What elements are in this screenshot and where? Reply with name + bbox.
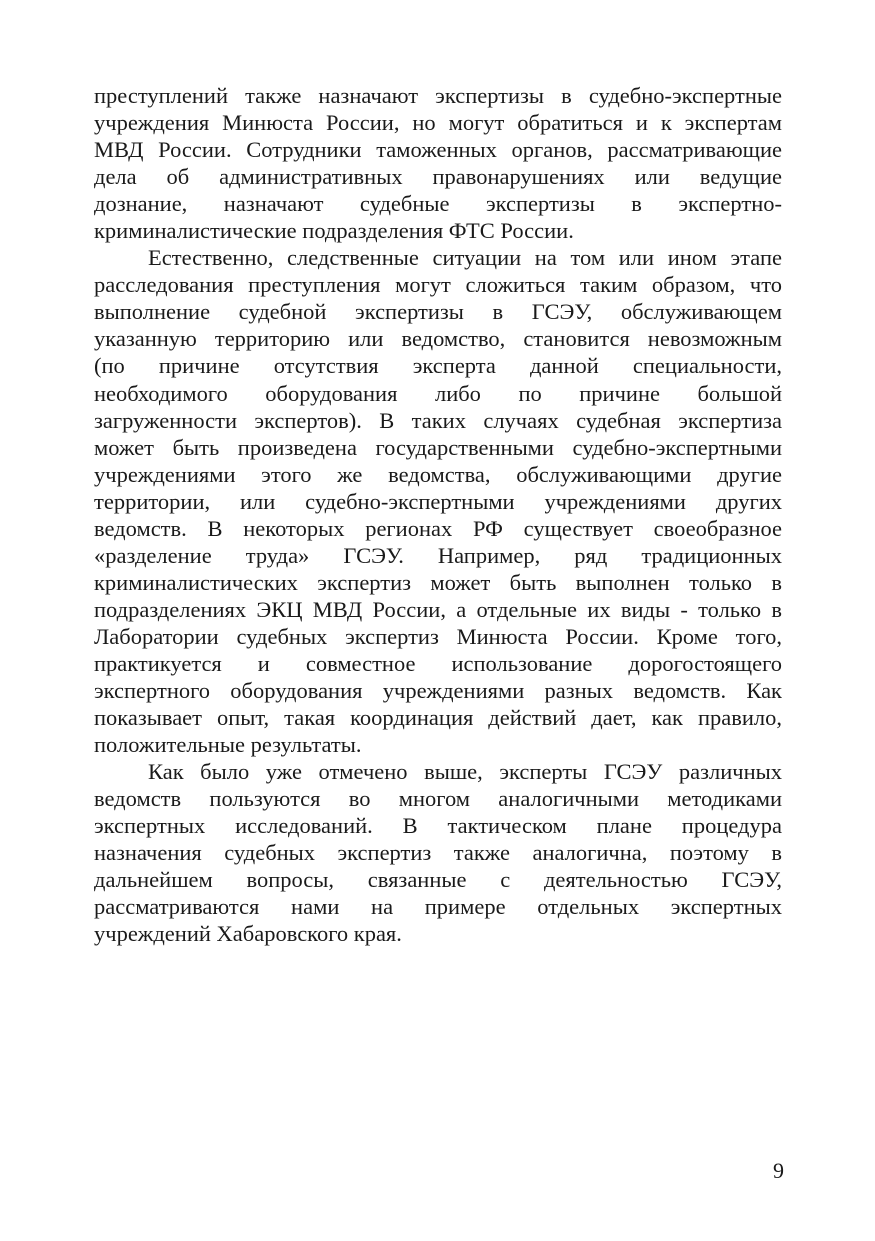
text-line: экспертного оборудования учреждениями разных ведомств. Как xyxy=(94,678,782,704)
text-line: назначения судебных экспертиз также аналогична, поэтому в xyxy=(94,840,782,866)
text-line: экспертных исследований. В тактическом плане процедура xyxy=(94,813,782,839)
text-line: дела об административных правонарушениях или ведущие xyxy=(94,164,782,190)
page-number: 9 xyxy=(773,1158,784,1183)
text-line: показывает опыт, такая координация действий дает, как правило, xyxy=(94,705,782,731)
text-line: криминалистических экспертиз может быть выполнен только в xyxy=(94,569,782,595)
text-line: (по причине отсутствия эксперта данной специальности, xyxy=(94,353,782,379)
text-line: выполнение судебной экспертизы в ГСЭУ, обслуживающем xyxy=(94,299,782,325)
body-text xyxy=(94,82,782,948)
text-line: расследования преступления могут сложиться таким образом, что xyxy=(94,272,782,298)
text-line: указанную территорию или ведомство, становится невозможным xyxy=(94,326,782,352)
text-line: подразделениях ЭКЦ МВД России, а отдельные их виды - только в xyxy=(94,596,782,622)
text-line: положительные результаты. xyxy=(94,732,362,758)
text-line: учреждения Минюста России, но могут обратиться и к экспертам xyxy=(94,110,782,136)
text-line: учреждений Хабаровского края. xyxy=(94,921,402,947)
text-line: МВД России. Сотрудники таможенных органов, рассматривающие xyxy=(94,137,782,163)
text-line: дознание, назначают судебные экспертизы в экспертно- xyxy=(94,191,782,217)
text-line: Как было уже отмечено выше, эксперты ГСЭУ различных xyxy=(148,759,782,785)
text-line: учреждениями этого же ведомства, обслуживающими другие xyxy=(94,461,782,487)
text-line: Лаборатории судебных экспертиз Минюста России. Кроме того, xyxy=(94,623,782,649)
text-line: территории, или судебно-экспертными учреждениями других xyxy=(94,488,782,514)
text-line: дальнейшем вопросы, связанные с деятельностью ГСЭУ, xyxy=(94,867,782,893)
text-line: практикуется и совместное использование дорогостоящего xyxy=(94,650,782,676)
text-line: загруженности экспертов). В таких случаях судебная экспертиза xyxy=(94,407,782,433)
text-line: рассматриваются нами на примере отдельных экспертных xyxy=(94,894,782,920)
text-line: преступлений также назначают экспертизы в судебно-экспертные xyxy=(94,83,782,108)
text-line: ведомств. В некоторых регионах РФ существует своеобразное xyxy=(94,515,782,541)
text-line: может быть произведена государственными судебно-экспертными xyxy=(94,434,782,460)
text-line: ведомств пользуются во многом аналогичными методиками xyxy=(94,786,782,812)
text-line: Естественно, следственные ситуации на том или ином этапе xyxy=(148,245,782,271)
text-line: криминалистические подразделения ФТС России. xyxy=(94,218,574,244)
text-line: «разделение труда» ГСЭУ. Например, ряд традиционных xyxy=(94,542,782,568)
text-line: необходимого оборудования либо по причине большой xyxy=(94,380,782,406)
